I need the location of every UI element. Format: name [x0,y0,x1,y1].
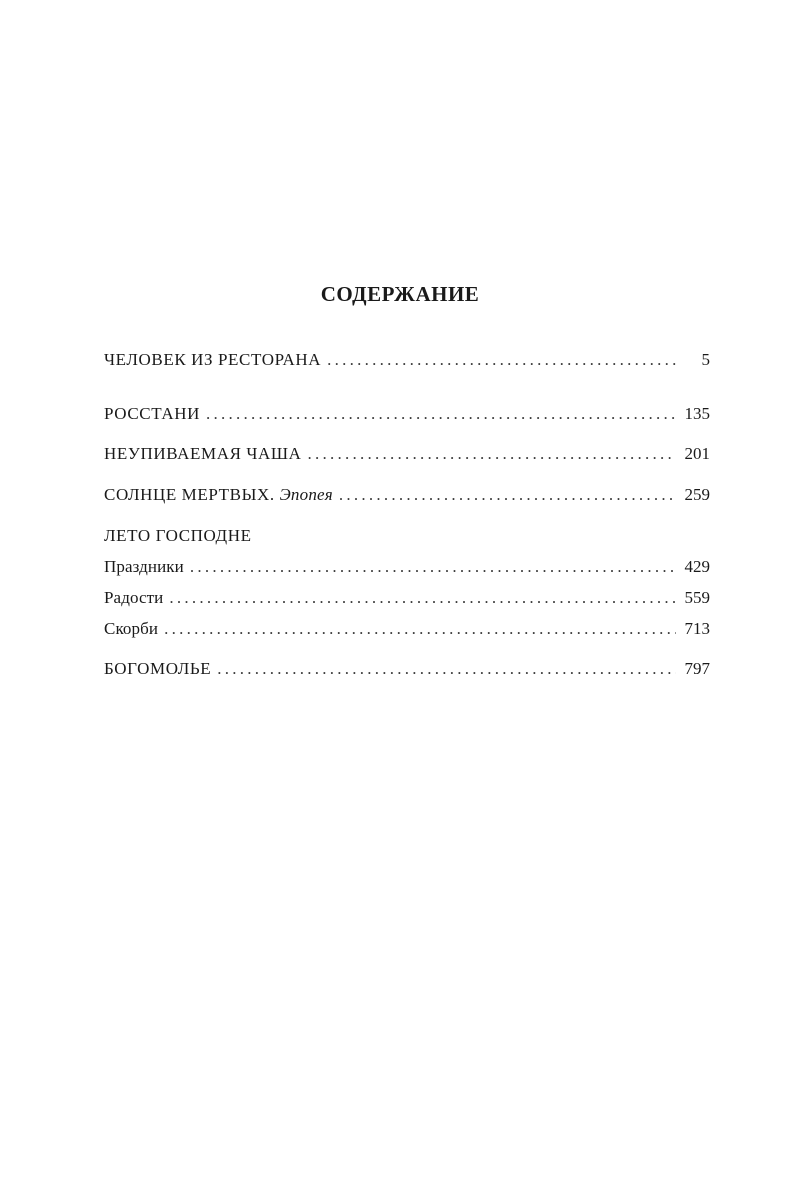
dot-leader [308,443,676,465]
toc-entry-page: 201 [684,444,710,463]
toc-entry [104,484,710,506]
toc-entry-title: БОГОМОЛЬЕ [104,659,212,678]
toc-sub-entry-title: Радости [104,588,164,607]
dot-leader [206,403,676,425]
toc-entry-title: РОССТАНИ [104,404,200,423]
toc-sub-entry-page: 713 [684,619,710,638]
toc-sub-entry-title: Скорби [104,619,159,638]
toc-entry [104,658,710,680]
toc-entry-page: 5 [701,350,710,369]
dot-leader [217,658,676,680]
dot-leader [327,349,676,371]
toc-entry-title [104,484,333,506]
toc-entry-page: 797 [684,659,710,678]
toc-sub-entry [104,618,710,640]
toc-entry-subtitle: Эпопея [279,485,333,504]
toc-sub-entry-title: Праздники [104,557,184,576]
toc-entry [104,349,710,371]
toc-entry [104,443,710,465]
dot-leader [169,587,676,609]
toc-entry-title-text: СОЛНЦЕ МЕРТВЫХ. [104,485,275,504]
toc-sub-entry-page: 429 [684,557,710,576]
dot-leader [190,556,676,578]
dot-leader [164,618,676,640]
toc-sub-entry [104,556,710,578]
toc-sub-entry [104,587,710,609]
toc-entry [104,403,710,425]
toc-section-title: ЛЕТО ГОСПОДНЕ [104,526,252,545]
toc-entry-page: 259 [684,485,710,504]
dot-leader [339,484,676,506]
toc-sub-entry-page: 559 [684,588,710,607]
toc-entry-title: НЕУПИВАЕМАЯ ЧАША [104,444,302,463]
toc-entry-page: 135 [684,404,710,423]
toc-entry-title: ЧЕЛОВЕК ИЗ РЕСТОРАНА [104,350,322,369]
toc-heading: СОДЕРЖАНИЕ [320,282,480,306]
